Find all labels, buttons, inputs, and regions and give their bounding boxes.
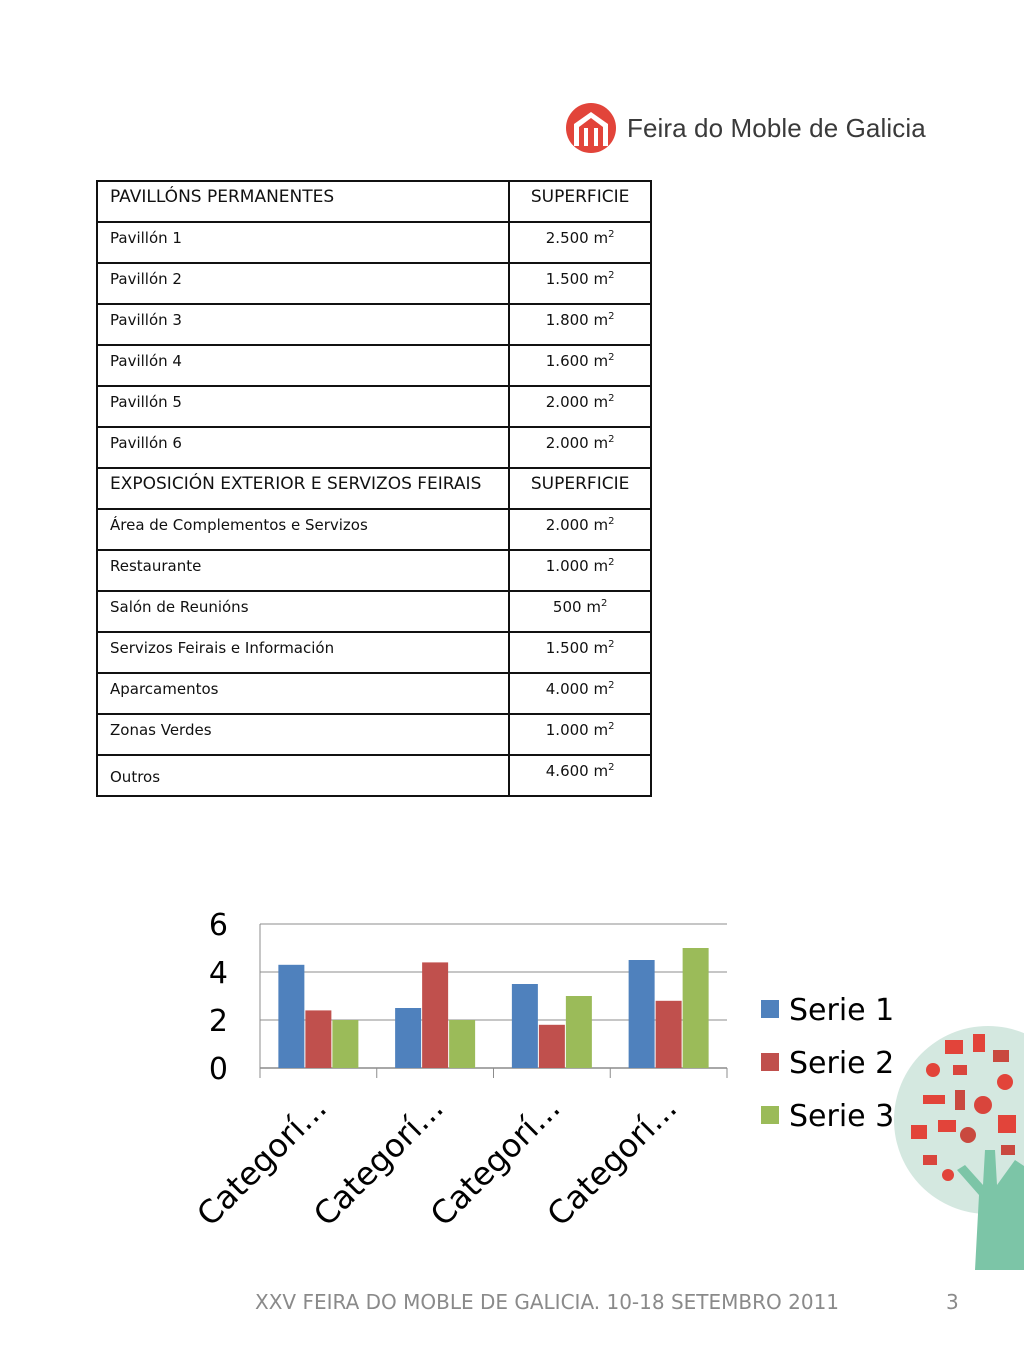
row-value: 2.000 $m^2$ [509,427,651,468]
legend-swatch [761,1106,779,1124]
row-name: Restaurante [97,550,509,591]
bar-serie-1 [278,965,304,1068]
row-name: Pavillón 3 [97,304,509,345]
row-value: 1.000 $m^2$ [509,714,651,755]
row-value: 1.500 $m^2$ [509,263,651,304]
row-value: 4.000 $m^2$ [509,673,651,714]
bar-serie-3 [566,996,592,1068]
header-name: EXPOSICIÓN EXTERIOR E SERVIZOS FEIRAIS [97,468,509,509]
row-value: 2.000 $m^2$ [509,386,651,427]
row-name: Pavillón 2 [97,263,509,304]
row-value: 1.500 $m^2$ [509,632,651,673]
row-name: Pavillón 1 [97,222,509,263]
row-value: 4.600 $m^2$ [509,755,651,796]
page-number: 3 [946,1290,959,1314]
bar-serie-3 [683,948,709,1068]
row-value: 1.800 $m^2$ [509,304,651,345]
y-tick-label: 6 [208,908,228,943]
row-value: 1.600 $m^2$ [509,345,651,386]
bar-serie-1 [512,984,538,1068]
legend-label: Serie 2 [789,1046,895,1081]
x-tick-label: Categorí... [539,1088,685,1234]
header-value: SUPERFICIE [509,468,651,509]
y-tick-label: 4 [208,956,228,991]
row-value: 2.500 $m^2$ [509,222,651,263]
y-tick-label: 2 [208,1004,228,1039]
legend-swatch [761,1053,779,1071]
bar-serie-2 [656,1001,682,1068]
brand-name: Feira do Moble de Galicia [627,112,926,143]
row-value: 2.000 $m^2$ [509,509,651,550]
row-value: 1.000 $m^2$ [509,550,651,591]
bar-serie-3 [332,1020,358,1068]
row-name: Área de Complementos e Servizos [97,509,509,550]
row-name: Salón de Reunións [97,591,509,632]
bar-serie-3 [449,1020,475,1068]
row-name: Zonas Verdes [97,714,509,755]
bar-serie-1 [395,1008,421,1068]
row-name: Aparcamentos [97,673,509,714]
bar-serie-2 [539,1025,565,1068]
furniture-tree-icon [893,1020,1024,1270]
row-name: Servizos Feirais e Información [97,632,509,673]
row-name: Pavillón 4 [97,345,509,386]
bar-serie-1 [629,960,655,1068]
row-name: Pavillón 5 [97,386,509,427]
legend-label: Serie 1 [789,993,895,1028]
bar-serie-2 [422,962,448,1068]
x-tick-label: Categorí... [422,1088,568,1234]
x-tick-label: Categorí... [306,1088,451,1234]
legend-swatch [761,1000,779,1018]
y-tick-label: 0 [208,1052,228,1087]
x-tick-label: Categorí... [189,1088,335,1234]
row-name: Outros [97,755,509,796]
bar-serie-2 [305,1010,331,1068]
header-name: PAVILLÓNS PERMANENTES [97,181,509,222]
header-value: SUPERFICIE [509,181,651,222]
page-footer: XXV FEIRA DO MOBLE DE GALICIA. 10-18 SETEMBRO 2011 [255,1290,840,1314]
row-value: 500 $m^2$ [509,591,651,632]
legend-label: Serie 3 [789,1099,895,1134]
row-name: Pavillón 6 [97,427,509,468]
